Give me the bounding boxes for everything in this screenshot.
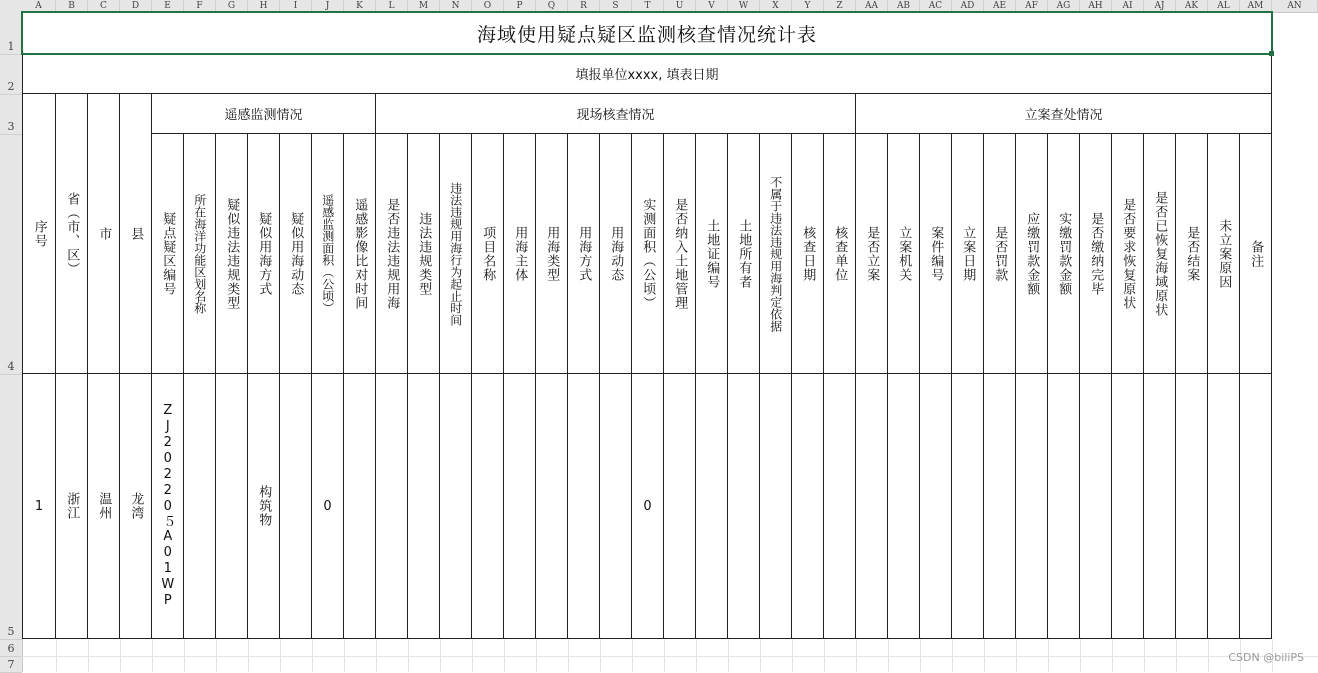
spreadsheet-grid[interactable]: [22, 12, 1318, 672]
gridline: [1112, 639, 1113, 672]
group-case-handling[interactable]: 立案查处情况: [856, 94, 1272, 134]
row-number-5[interactable]: 5: [7, 625, 15, 638]
cell-aa[interactable]: [856, 374, 888, 639]
header-col-ah[interactable]: 是否缴纳完毕: [1080, 134, 1112, 374]
header-city[interactable]: 市: [88, 94, 120, 374]
header-col-l[interactable]: 是否违法违规用海: [376, 134, 408, 374]
column-letter-s[interactable]: S: [600, 0, 632, 12]
cell-ag[interactable]: [1048, 374, 1080, 639]
column-letter-af[interactable]: AF: [1016, 0, 1048, 12]
row-divider: [0, 134, 22, 135]
cell-g[interactable]: [216, 374, 248, 639]
column-letter-o[interactable]: O: [472, 0, 504, 12]
gridline: [280, 639, 281, 672]
gridline: [728, 639, 729, 672]
cell-v[interactable]: [696, 374, 728, 639]
gridline: [696, 639, 697, 672]
cell-j[interactable]: 0: [312, 374, 344, 639]
cell-city[interactable]: 温州: [88, 374, 120, 639]
header-col-s[interactable]: 用海动态: [600, 134, 632, 374]
column-letter-ak[interactable]: AK: [1176, 0, 1208, 12]
column-letter-d[interactable]: D: [120, 0, 152, 12]
header-col-k[interactable]: 遥感影像比对时间: [344, 134, 376, 374]
sheet-title-cell[interactable]: 海域使用疑点疑区监测核查情况统计表: [22, 12, 1272, 54]
column-letter-al[interactable]: AL: [1208, 0, 1240, 12]
header-col-o[interactable]: 项目名称: [472, 134, 504, 374]
gridline: [600, 639, 601, 672]
row-number-2[interactable]: 2: [7, 80, 15, 93]
column-letter-c[interactable]: C: [88, 0, 120, 12]
header-col-h[interactable]: 疑似用海方式: [248, 134, 280, 374]
gridline: [248, 639, 249, 672]
cell-ah[interactable]: [1080, 374, 1112, 639]
header-col-t[interactable]: 实测面积（公顷）: [632, 134, 664, 374]
cell-l[interactable]: [376, 374, 408, 639]
column-letter-u[interactable]: U: [664, 0, 696, 12]
column-letter-g[interactable]: G: [216, 0, 248, 12]
header-col-ai[interactable]: 是否要求恢复原状: [1112, 134, 1144, 374]
header-col-ae[interactable]: 是否罚款: [984, 134, 1016, 374]
cell-ak[interactable]: [1176, 374, 1208, 639]
column-letter-y[interactable]: Y: [792, 0, 824, 12]
cell-u[interactable]: [664, 374, 696, 639]
cell-ae[interactable]: [984, 374, 1016, 639]
header-col-aa[interactable]: 是否立案: [856, 134, 888, 374]
column-letter-j[interactable]: J: [312, 0, 344, 12]
gridline: [1016, 639, 1017, 672]
header-province[interactable]: 省（市、区）: [56, 94, 88, 374]
cell-x[interactable]: [760, 374, 792, 639]
row-number-4[interactable]: 4: [7, 360, 15, 373]
gridline: [408, 639, 409, 672]
gridline: [504, 639, 505, 672]
header-col-n[interactable]: 违法违规用海行为起止时间: [440, 134, 472, 374]
cell-k[interactable]: [344, 374, 376, 639]
column-letter-a[interactable]: A: [22, 0, 56, 12]
column-letter-h[interactable]: H: [248, 0, 280, 12]
fill-handle[interactable]: [1269, 51, 1274, 56]
gridline: [440, 639, 441, 672]
gridline: [888, 639, 889, 672]
cell-aj[interactable]: [1144, 374, 1176, 639]
cell-t[interactable]: 0: [632, 374, 664, 639]
column-letter-w[interactable]: W: [728, 0, 760, 12]
cell-f[interactable]: [184, 374, 216, 639]
cell-i[interactable]: [280, 374, 312, 639]
column-letter-b[interactable]: B: [56, 0, 88, 12]
row-number-7[interactable]: 7: [7, 658, 15, 671]
cell-seq[interactable]: 1: [22, 374, 56, 639]
cell-w[interactable]: [728, 374, 760, 639]
cell-z[interactable]: [824, 374, 856, 639]
row-number-6[interactable]: 6: [7, 642, 15, 655]
gridline: [920, 639, 921, 672]
header-col-g[interactable]: 疑似违法违规类型: [216, 134, 248, 374]
gridline: [1208, 639, 1209, 672]
cell-al[interactable]: [1208, 374, 1240, 639]
gridline: [632, 639, 633, 672]
column-letter-p[interactable]: P: [504, 0, 536, 12]
header-col-w[interactable]: 土地所有者: [728, 134, 760, 374]
group-remote-sensing[interactable]: 遥感监测情况: [152, 94, 376, 134]
gridline: [376, 639, 377, 672]
row-divider: [0, 94, 22, 95]
gridline: [568, 639, 569, 672]
cell-ai[interactable]: [1112, 374, 1144, 639]
header-col-i[interactable]: 疑似用海动态: [280, 134, 312, 374]
column-letter-i[interactable]: I: [280, 0, 312, 12]
gridline: [760, 639, 761, 672]
gridline: [216, 639, 217, 672]
column-letter-f[interactable]: F: [184, 0, 216, 12]
header-col-f[interactable]: 所在海洋功能区划名称: [184, 134, 216, 374]
cell-h[interactable]: 构筑物: [248, 374, 280, 639]
header-col-z[interactable]: 核查单位: [824, 134, 856, 374]
gridline: [856, 639, 857, 672]
row-number-3[interactable]: 3: [7, 120, 15, 133]
row-divider: [0, 656, 22, 657]
column-letter-aa[interactable]: AA: [856, 0, 888, 12]
column-letter-ac[interactable]: AC: [920, 0, 952, 12]
column-letter-m[interactable]: M: [408, 0, 440, 12]
header-col-x[interactable]: 不属于违法违规用海判定依据: [760, 134, 792, 374]
column-letter-k[interactable]: K: [344, 0, 376, 12]
column-letter-ag[interactable]: AG: [1048, 0, 1080, 12]
gridline: [1144, 639, 1145, 672]
gridline: [952, 639, 953, 672]
gridline: [664, 639, 665, 672]
column-letter-x[interactable]: X: [760, 0, 792, 12]
column-letter-r[interactable]: R: [568, 0, 600, 12]
header-col-q[interactable]: 用海类型: [536, 134, 568, 374]
column-letter-aj[interactable]: AJ: [1144, 0, 1176, 12]
column-letter-e[interactable]: E: [152, 0, 184, 12]
column-letter-n[interactable]: N: [440, 0, 472, 12]
cell-county[interactable]: 龙湾: [120, 374, 152, 639]
gridline: [312, 639, 313, 672]
header-col-y[interactable]: 核查日期: [792, 134, 824, 374]
gridline: [152, 639, 153, 672]
header-col-u[interactable]: 是否纳入土地管理: [664, 134, 696, 374]
header-col-j[interactable]: 遥感监测面积（公顷）: [312, 134, 344, 374]
header-col-e[interactable]: 疑点疑区编号: [152, 134, 184, 374]
gridline: [472, 639, 473, 672]
column-letter-q[interactable]: Q: [536, 0, 568, 12]
gridline: [184, 639, 185, 672]
row-divider: [0, 639, 22, 640]
gridline: [536, 639, 537, 672]
header-col-ad[interactable]: 立案日期: [952, 134, 984, 374]
header-col-r[interactable]: 用海方式: [568, 134, 600, 374]
cell-ac[interactable]: [920, 374, 952, 639]
group-field-check[interactable]: 现场核查情况: [376, 94, 856, 134]
cell-s[interactable]: [600, 374, 632, 639]
header-col-m[interactable]: 违法违规类型: [408, 134, 440, 374]
row-header-bar: [0, 12, 23, 672]
header-col-aj[interactable]: 是否已恢复海域原状: [1144, 134, 1176, 374]
column-letter-ad[interactable]: AD: [952, 0, 984, 12]
header-col-v[interactable]: 土地证编号: [696, 134, 728, 374]
sheet-subtitle-cell[interactable]: 填报单位xxxx, 填表日期: [22, 54, 1272, 94]
gridline: [344, 639, 345, 672]
header-col-ab[interactable]: 立案机关: [888, 134, 920, 374]
header-col-ak[interactable]: 是否结案: [1176, 134, 1208, 374]
column-letter-ai[interactable]: AI: [1112, 0, 1144, 12]
column-letter-am[interactable]: AM: [1240, 0, 1272, 12]
column-letter-z[interactable]: Z: [824, 0, 856, 12]
column-letter-ab[interactable]: AB: [888, 0, 920, 12]
gridline: [984, 639, 985, 672]
cell-m[interactable]: [408, 374, 440, 639]
gridline: [88, 639, 89, 672]
cell-y[interactable]: [792, 374, 824, 639]
column-letter-an[interactable]: AN: [1272, 0, 1318, 12]
watermark: CSDN @biliPS: [1228, 651, 1304, 664]
row-number-1[interactable]: 1: [7, 40, 15, 53]
row-divider: [0, 54, 22, 55]
cell-ab[interactable]: [888, 374, 920, 639]
cell-af[interactable]: [1016, 374, 1048, 639]
header-col-ac[interactable]: 案件编号: [920, 134, 952, 374]
column-letter-ae[interactable]: AE: [984, 0, 1016, 12]
header-col-al[interactable]: 未立案原因: [1208, 134, 1240, 374]
column-letter-ah[interactable]: AH: [1080, 0, 1112, 12]
header-seq[interactable]: 序号: [22, 94, 56, 374]
row-divider: [0, 374, 22, 375]
cell-r[interactable]: [568, 374, 600, 639]
column-letter-t[interactable]: T: [632, 0, 664, 12]
cell-ad[interactable]: [952, 374, 984, 639]
header-col-am[interactable]: 备注: [1240, 134, 1272, 374]
gridline: [1176, 639, 1177, 672]
gridline: [120, 639, 121, 672]
cell-o[interactable]: [472, 374, 504, 639]
header-county[interactable]: 县: [120, 94, 152, 374]
column-letter-l[interactable]: L: [376, 0, 408, 12]
cell-p[interactable]: [504, 374, 536, 639]
header-col-af[interactable]: 应缴罚款金额: [1016, 134, 1048, 374]
header-col-ag[interactable]: 实缴罚款金额: [1048, 134, 1080, 374]
gridline: [1080, 639, 1081, 672]
gridline: [792, 639, 793, 672]
gridline: [824, 639, 825, 672]
cell-province[interactable]: 浙江: [56, 374, 88, 639]
cell-am[interactable]: [1240, 374, 1272, 639]
gridline: [56, 639, 57, 672]
cell-e[interactable]: ZJ20220５A01WP: [152, 374, 184, 639]
header-col-p[interactable]: 用海主体: [504, 134, 536, 374]
gridline: [1048, 639, 1049, 672]
column-letter-v[interactable]: V: [696, 0, 728, 12]
cell-q[interactable]: [536, 374, 568, 639]
cell-n[interactable]: [440, 374, 472, 639]
